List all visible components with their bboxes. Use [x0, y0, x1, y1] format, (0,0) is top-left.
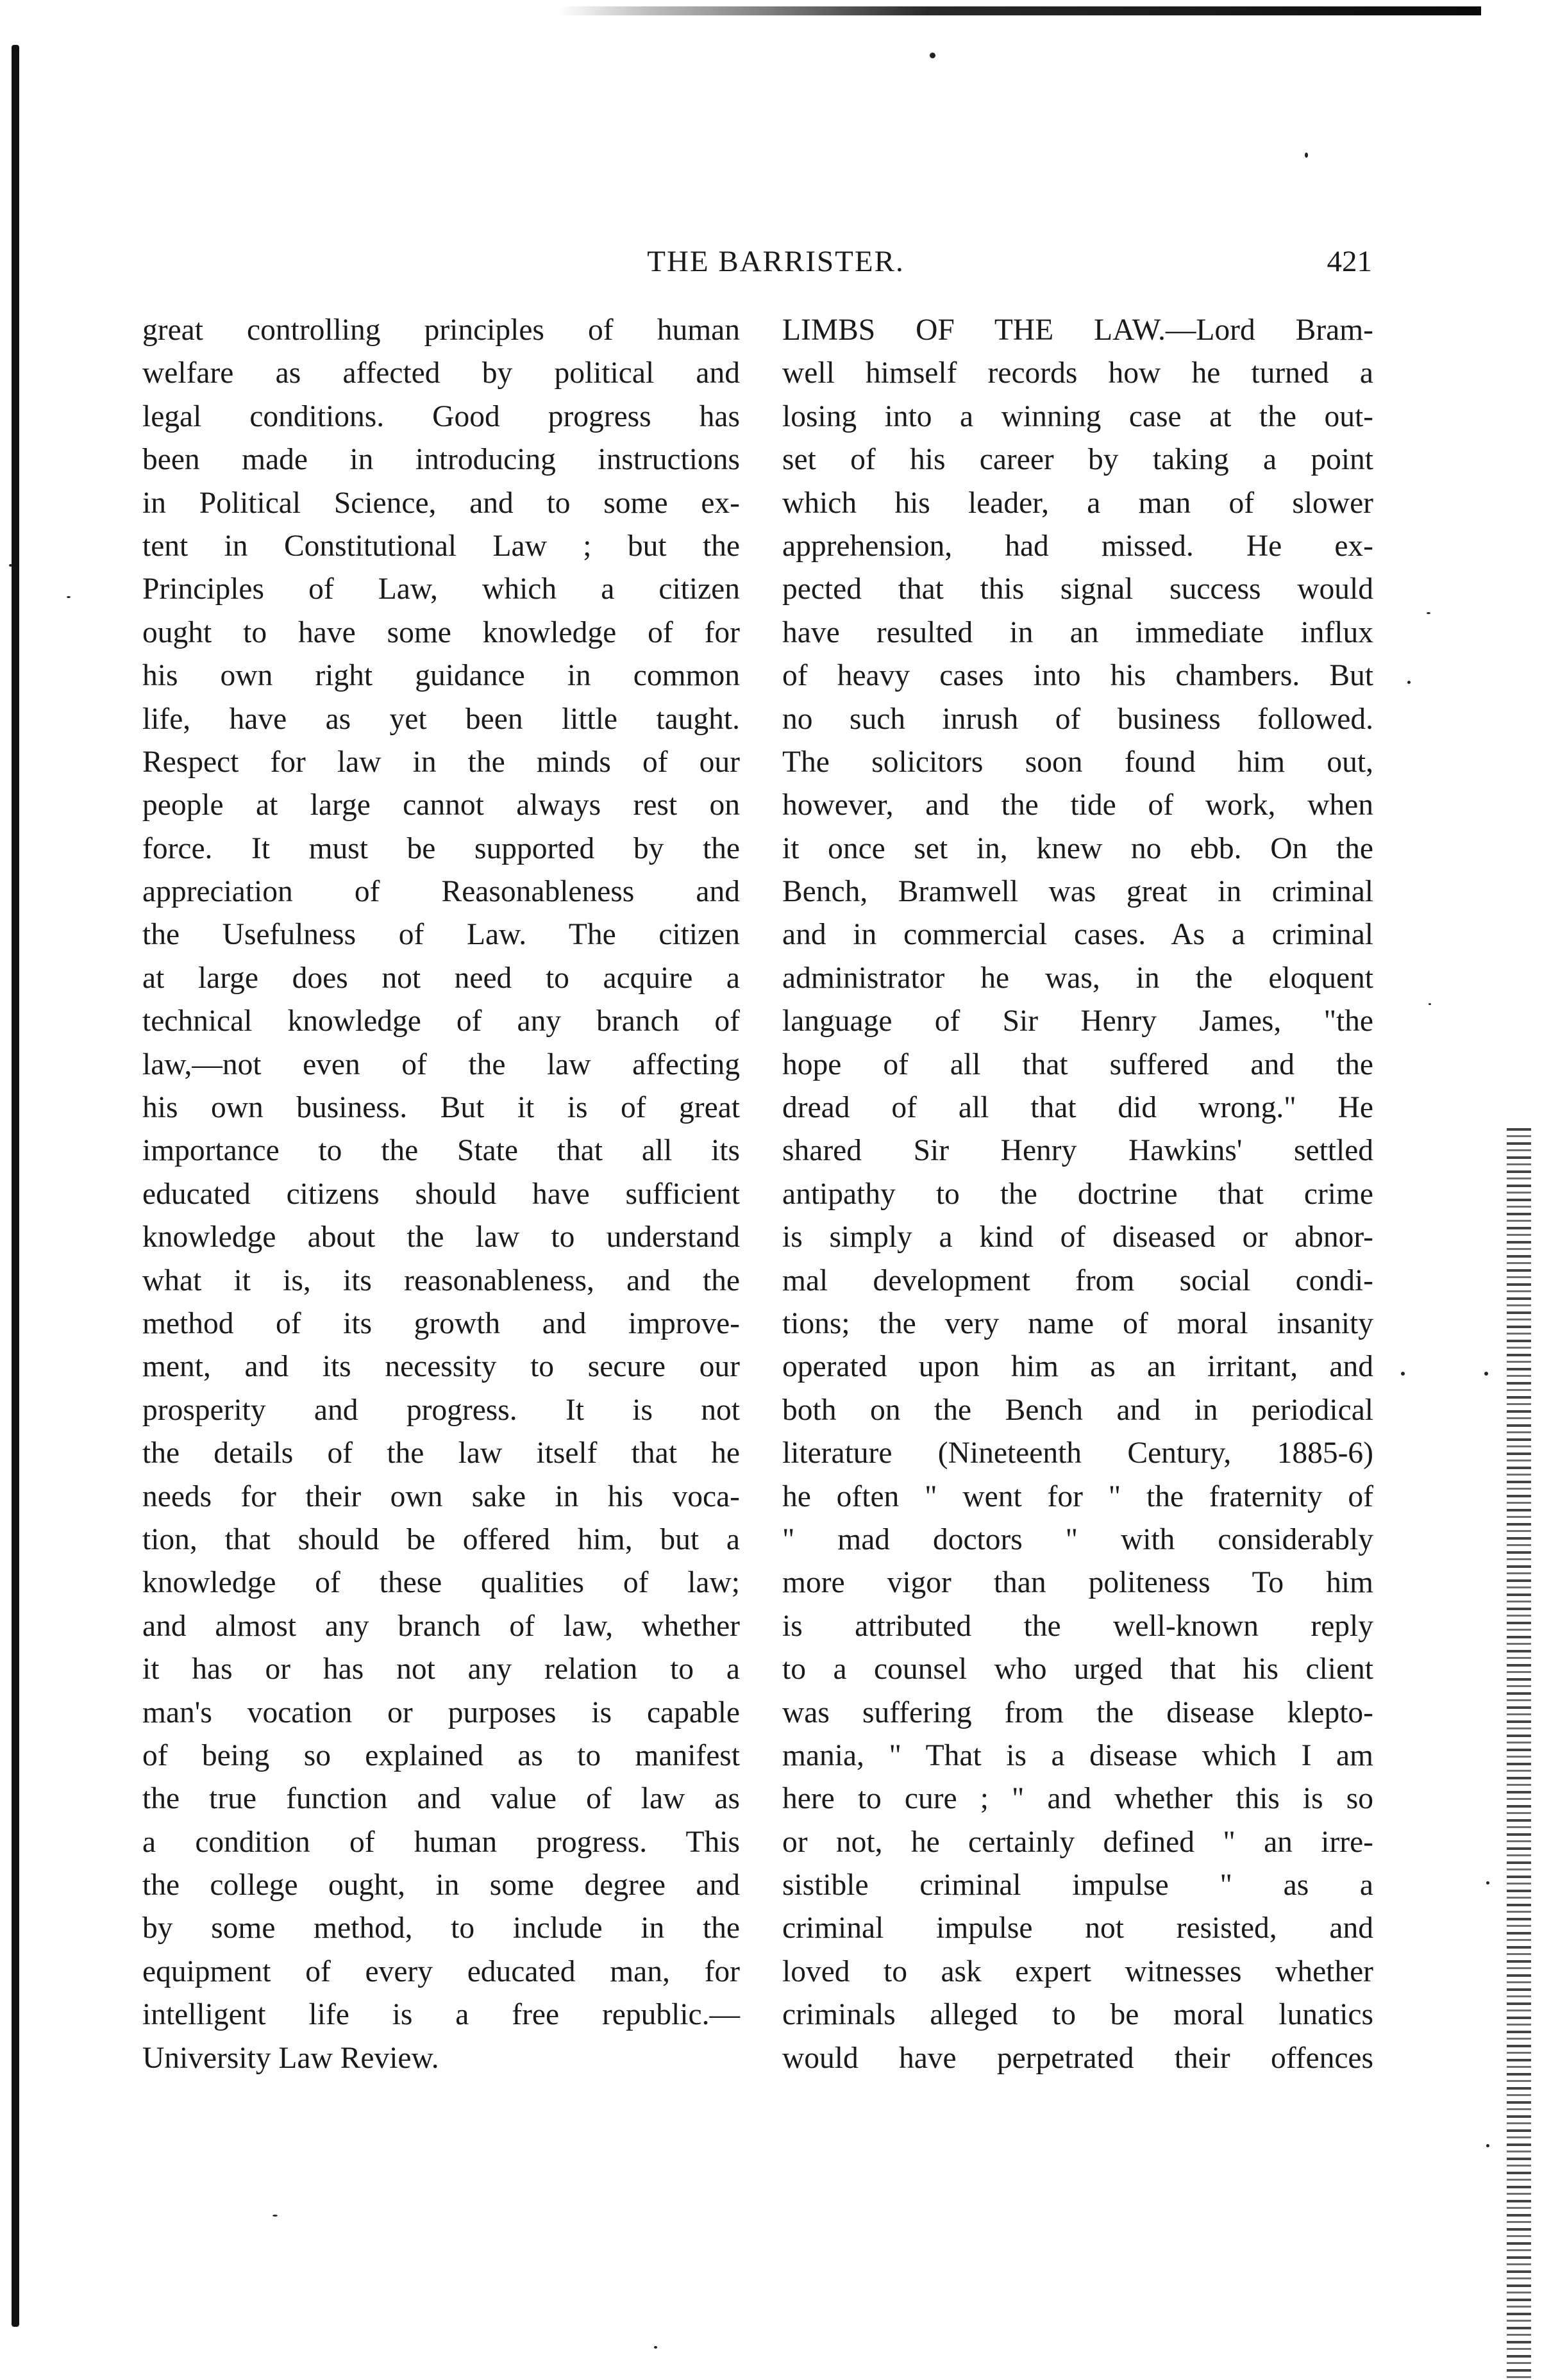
- text-line: by some method, to include in the: [142, 1911, 740, 1945]
- text-line: no such inrush of business followed.: [782, 702, 1373, 736]
- text-line: here to cure ; " and whether this is so: [782, 1782, 1373, 1816]
- text-line: was suffering from the disease klepto-: [782, 1695, 1373, 1729]
- text-line: to a counsel who urged that his client: [782, 1652, 1373, 1686]
- text-line: well himself records how he turned a: [782, 356, 1373, 390]
- text-line: Principles of Law, which a citizen: [142, 572, 740, 606]
- text-line: great controlling principles of human: [142, 313, 740, 347]
- text-line: LIMBS OF THE LAW.—Lord Bram-: [782, 313, 1373, 347]
- page-edge-noise: [1507, 1128, 1531, 2378]
- text-line: " mad doctors " with considerably: [782, 1522, 1373, 1556]
- text-line: tent in Constitutional Law ; but the: [142, 529, 740, 563]
- text-line: a condition of human progress. This: [142, 1825, 740, 1859]
- text-line: knowledge of these qualities of law;: [142, 1566, 740, 1600]
- text-line: tion, that should be offered him, but a: [142, 1522, 740, 1556]
- scan-speck: [1305, 153, 1308, 158]
- text-line: it once set in, knew no ebb. On the: [782, 831, 1373, 865]
- top-scan-rule: [558, 6, 1481, 15]
- text-line: it has or has not any relation to a: [142, 1652, 740, 1686]
- text-line: importance to the State that all its: [142, 1134, 740, 1168]
- scan-speck: [1427, 612, 1430, 614]
- text-line: loved to ask expert witnesses whether: [782, 1954, 1373, 1988]
- scan-speck: [1429, 1003, 1431, 1005]
- text-line: University Law Review.: [142, 2041, 439, 2075]
- text-line: educated citizens should have sufficient: [142, 1177, 740, 1211]
- text-line: mania, " That is a disease which I am: [782, 1738, 1373, 1772]
- text-line: is attributed the well-known reply: [782, 1609, 1373, 1643]
- binding-edge-bar: [12, 45, 19, 2327]
- text-line: literature (Nineteenth Century, 1885-6): [782, 1436, 1373, 1470]
- text-line: hope of all that suffered and the: [782, 1047, 1373, 1081]
- text-line: technical knowledge of any branch of: [142, 1004, 740, 1038]
- text-line: method of its growth and improve-: [142, 1306, 740, 1340]
- text-line: prosperity and progress. It is not: [142, 1393, 740, 1427]
- text-line: language of Sir Henry James, "the: [782, 1004, 1373, 1038]
- text-line: have resulted in an immediate influx: [782, 615, 1373, 649]
- text-line: what it is, its reasonableness, and the: [142, 1263, 740, 1297]
- text-line: of heavy cases into his chambers. But: [782, 659, 1373, 693]
- text-line: in Political Science, and to some ex-: [142, 486, 740, 520]
- text-line: operated upon him as an irritant, and: [782, 1350, 1373, 1384]
- text-line: would have perpetrated their offences: [782, 2041, 1373, 2075]
- text-line: sistible criminal impulse " as a: [782, 1868, 1373, 1902]
- text-line: force. It must be supported by the: [142, 831, 740, 865]
- scan-speck: [1401, 1372, 1405, 1376]
- text-line: The solicitors soon found him out,: [782, 745, 1373, 779]
- text-line: which his leader, a man of slower: [782, 486, 1373, 520]
- text-line: ment, and its necessity to secure our: [142, 1350, 740, 1384]
- scan-speck: [1407, 681, 1411, 684]
- text-line: the college ought, in some degree and: [142, 1868, 740, 1902]
- text-line: criminal impulse not resisted, and: [782, 1911, 1373, 1945]
- page-number: 421: [1327, 245, 1372, 278]
- text-line: set of his career by taking a point: [782, 443, 1373, 477]
- text-line: or not, he certainly defined " an irre-: [782, 1825, 1373, 1859]
- text-line: knowledge about the law to understand: [142, 1220, 740, 1254]
- text-line: however, and the tide of work, when: [782, 788, 1373, 822]
- text-line: the true function and value of law as: [142, 1782, 740, 1816]
- text-line: pected that this signal success would: [782, 572, 1373, 606]
- text-line: at large does not need to acquire a: [142, 961, 740, 995]
- text-line: the details of the law itself that he: [142, 1436, 740, 1470]
- left-column: [142, 309, 740, 2080]
- scan-speck: [1486, 1881, 1489, 1885]
- text-line: he often " went for " the fraternity of: [782, 1479, 1373, 1513]
- text-line: of being so explained as to manifest: [142, 1738, 740, 1772]
- text-line: both on the Bench and in periodical: [782, 1393, 1373, 1427]
- text-line: law,—not even of the law affecting: [142, 1047, 740, 1081]
- scan-speck: [67, 596, 71, 598]
- running-title: THE BARRISTER.: [647, 245, 905, 278]
- text-line: Bench, Bramwell was great in criminal: [782, 875, 1373, 909]
- text-line: the Usefulness of Law. The citizen: [142, 918, 740, 952]
- text-line: mal development from social condi-: [782, 1263, 1373, 1297]
- text-line: and in commercial cases. As a criminal: [782, 918, 1373, 952]
- scan-speck: [1486, 2144, 1489, 2147]
- text-line: losing into a winning case at the out-: [782, 399, 1373, 433]
- scan-speck: [1484, 1372, 1488, 1376]
- text-line: more vigor than politeness To him: [782, 1566, 1373, 1600]
- text-line: criminals alleged to be moral lunatics: [782, 1998, 1373, 2032]
- text-line: his own business. But it is of great: [142, 1091, 740, 1125]
- right-column: [782, 309, 1373, 2080]
- text-line: been made in introducing instructions: [142, 443, 740, 477]
- text-line: apprehension, had missed. He ex-: [782, 529, 1373, 563]
- text-line: shared Sir Henry Hawkins' settled: [782, 1134, 1373, 1168]
- text-line: Respect for law in the minds of our: [142, 745, 740, 779]
- text-line: man's vocation or purposes is capable: [142, 1695, 740, 1729]
- text-line: tions; the very name of moral insanity: [782, 1306, 1373, 1340]
- text-line: appreciation of Reasonableness and: [142, 875, 740, 909]
- scan-speck: [9, 564, 12, 567]
- text-line: ought to have some knowledge of for: [142, 615, 740, 649]
- text-line: antipathy to the doctrine that crime: [782, 1177, 1373, 1211]
- text-line: people at large cannot always rest on: [142, 788, 740, 822]
- text-line: is simply a kind of diseased or abnor-: [782, 1220, 1373, 1254]
- text-line: needs for their own sake in his voca-: [142, 1479, 740, 1513]
- text-line: his own right guidance in common: [142, 659, 740, 693]
- scan-speck: [654, 2346, 657, 2349]
- text-line: welfare as affected by political and: [142, 356, 740, 390]
- scan-speck: [272, 2215, 278, 2217]
- text-line: administrator he was, in the eloquent: [782, 961, 1373, 995]
- text-line: intelligent life is a free republic.—: [142, 1998, 740, 2032]
- scan-speck: [930, 53, 935, 58]
- text-line: equipment of every educated man, for: [142, 1954, 740, 1988]
- text-line: life, have as yet been little taught.: [142, 702, 740, 736]
- text-line: dread of all that did wrong." He: [782, 1091, 1373, 1125]
- text-line: and almost any branch of law, whether: [142, 1609, 740, 1643]
- running-header: [180, 239, 1372, 284]
- text-line: legal conditions. Good progress has: [142, 399, 740, 433]
